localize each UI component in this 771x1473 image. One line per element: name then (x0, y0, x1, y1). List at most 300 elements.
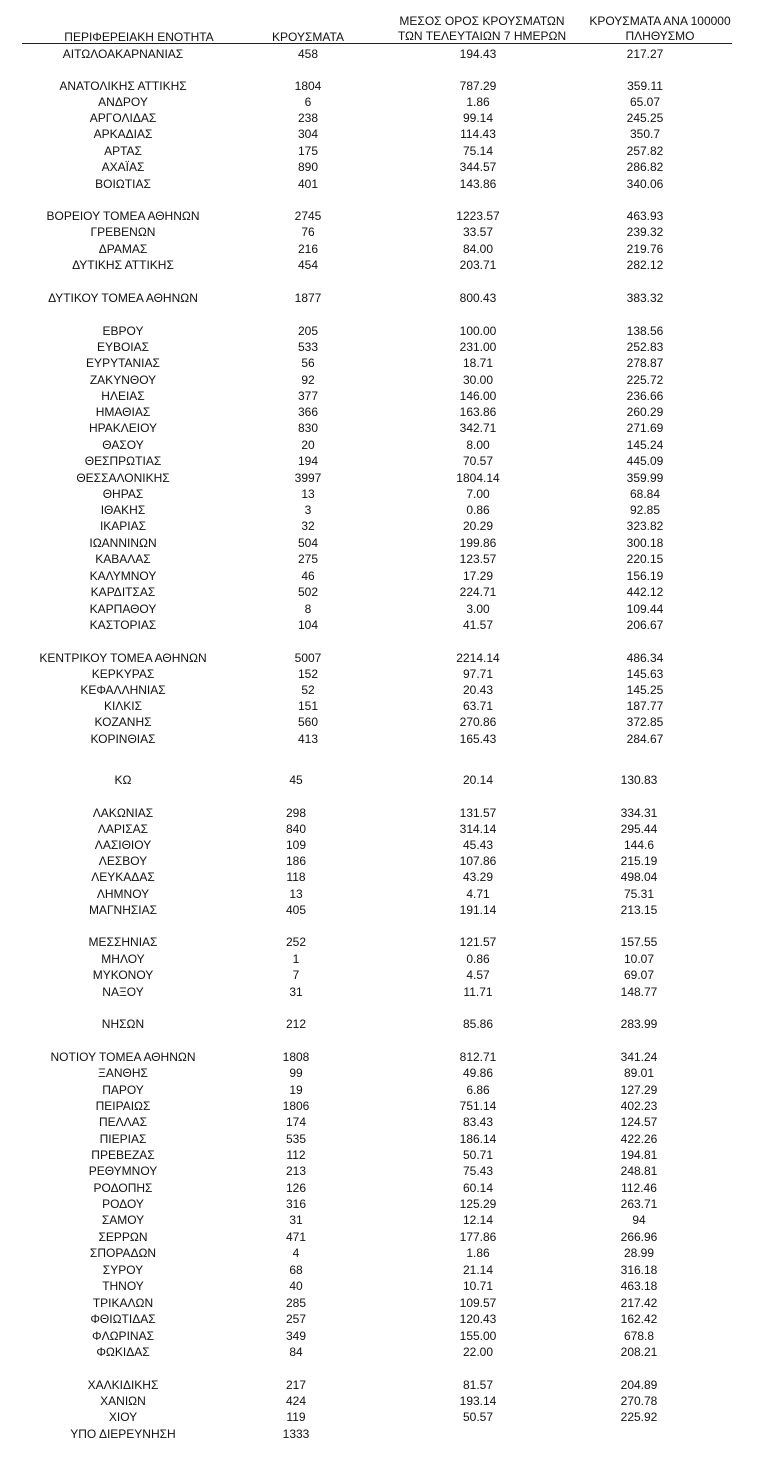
region-cell: ΚΟΡΙΝΘΙΑΣ (90, 732, 156, 746)
region-cell: ΛΑΣΙΘΙΟΥ (94, 838, 152, 852)
per100k-cell: 260.29 (626, 405, 664, 419)
cases-cell: 119 (286, 1410, 306, 1424)
table-row (0, 967, 771, 983)
cases-cell: 112 (286, 1148, 306, 1162)
avg-cell: 800.43 (459, 291, 497, 305)
table-row (0, 453, 771, 469)
region-cell: ΕΥΒΟΙΑΣ (96, 340, 150, 354)
per100k-cell: 372.85 (626, 715, 664, 729)
avg-cell: 163.86 (459, 405, 497, 419)
table-row (0, 1311, 771, 1327)
cases-cell: 13 (289, 887, 303, 901)
region-cell: ΠΕΙΡΑΙΩΣ (95, 1099, 151, 1113)
table-row (0, 470, 771, 486)
region-cell: ΓΡΕΒΕΝΩΝ (90, 225, 156, 239)
region-cell: ΞΑΝΘΗΣ (98, 1066, 148, 1080)
avg-cell: 50.57 (462, 1410, 494, 1424)
avg-cell: 63.71 (462, 699, 494, 713)
per100k-cell: 145.24 (626, 438, 664, 452)
avg-cell: 131.57 (459, 806, 497, 820)
avg-cell: 18.71 (462, 356, 494, 370)
region-cell: ΗΡΑΚΛΕΙΟΥ (88, 421, 158, 435)
avg-cell: 70.57 (462, 454, 494, 468)
per100k-cell: 284.67 (626, 732, 664, 746)
avg-cell: 4.71 (466, 887, 490, 901)
per100k-cell: 208.21 (620, 1345, 658, 1359)
avg-cell: 12.14 (462, 1213, 494, 1227)
cases-cell: 405 (285, 903, 307, 917)
avg-cell: 812.71 (459, 1050, 497, 1064)
cases-cell: 3997 (294, 471, 322, 485)
per100k-cell: 422.26 (620, 1132, 658, 1146)
avg-cell: 75.14 (462, 144, 494, 158)
avg-cell: 85.86 (462, 1017, 494, 1031)
per100k-cell: 94 (632, 1213, 646, 1227)
cases-cell: 118 (286, 870, 306, 884)
region-cell: ΜΕΣΣΗΝΙΑΣ (88, 935, 158, 949)
region-cell: ΚΙΛΚΙΣ (103, 699, 143, 713)
avg-cell: 125.29 (459, 1197, 497, 1211)
table-row (0, 1212, 771, 1228)
cases-cell: 401 (297, 177, 319, 191)
avg-cell: 83.43 (462, 1115, 494, 1129)
cases-cell: 217 (285, 1378, 307, 1392)
region-cell: ΔΥΤΙΚΟΥ ΤΟΜΕΑ ΑΘΗΝΩΝ (48, 291, 198, 305)
table-row (0, 518, 771, 534)
per100k-cell: 162.42 (620, 1312, 658, 1326)
avg-cell: 146.00 (459, 389, 497, 403)
avg-cell: 60.14 (462, 1181, 494, 1195)
cases-cell: 471 (285, 1230, 307, 1244)
per100k-cell: 144.6 (623, 838, 655, 852)
avg-cell: 49.86 (462, 1066, 494, 1080)
table-row (0, 682, 771, 698)
cases-cell: 174 (285, 1115, 307, 1129)
per100k-cell: 194.81 (620, 1148, 658, 1162)
cases-cell: 535 (285, 1132, 307, 1146)
per100k-cell: 248.81 (620, 1164, 658, 1178)
region-cell: ΣΕΡΡΩΝ (98, 1230, 148, 1244)
per100k-cell: 68.84 (629, 487, 661, 501)
per100k-cell: 112.46 (621, 1181, 657, 1195)
per100k-cell: 236.66 (626, 389, 664, 403)
table-row (0, 666, 771, 682)
table-row (0, 126, 771, 142)
region-cell: ΑΡΚΑΔΙΑΣ (93, 127, 153, 141)
cases-cell: 205 (297, 324, 319, 338)
region-cell: ΚΑΡΠΑΘΟΥ (89, 602, 157, 616)
table-row (0, 1426, 771, 1442)
per100k-cell: 334.31 (620, 806, 658, 820)
table-row (0, 502, 771, 518)
per100k-cell: 359.11 (627, 79, 663, 93)
region-cell: ΡΟΔΟΥ (102, 1197, 144, 1211)
table-row (0, 339, 771, 355)
cases-cell: 1806 (282, 1099, 310, 1113)
cases-cell: 152 (297, 667, 319, 681)
per100k-cell: 145.25 (626, 683, 664, 697)
cases-cell: 366 (297, 405, 319, 419)
avg-cell: 2214.14 (456, 651, 500, 665)
per100k-cell: 124.57 (620, 1115, 658, 1129)
cases-cell: 45 (289, 773, 303, 787)
avg-cell: 7.00 (466, 487, 490, 501)
per100k-cell: 252.83 (626, 340, 664, 354)
cases-cell: 257 (285, 1312, 307, 1326)
cases-cell: 413 (297, 732, 319, 746)
cases-cell: 20 (301, 438, 315, 452)
avg-cell: 191.14 (459, 903, 497, 917)
header-region: ΠΕΡΙΦΕΡΕΙΑΚΗ ΕΝΟΤΗΤΑ (64, 30, 214, 44)
per100k-cell: 271.69 (626, 421, 664, 435)
table-row (0, 1180, 771, 1196)
avg-cell: 123.57 (459, 552, 497, 566)
per100k-cell: 109.44 (626, 602, 664, 616)
region-cell: ΑΡΤΑΣ (104, 144, 142, 158)
region-cell: ΛΕΥΚΑΔΑΣ (91, 870, 155, 884)
avg-cell: 97.71 (462, 667, 494, 681)
cases-cell: 19 (289, 1083, 303, 1097)
avg-cell: 1804.14 (456, 471, 500, 485)
per100k-cell: 204.89 (620, 1378, 658, 1392)
cases-cell: 1877 (294, 291, 322, 305)
cases-cell: 458 (297, 47, 319, 61)
region-cell: ΛΕΣΒΟΥ (98, 854, 148, 868)
table-row (0, 437, 771, 453)
per100k-cell: 283.99 (620, 1017, 658, 1031)
region-cell: ΘΗΡΑΣ (102, 487, 144, 501)
table-row (0, 1393, 771, 1409)
per100k-cell: 127.29 (620, 1083, 658, 1097)
table-row (0, 934, 771, 950)
avg-cell: 194.43 (459, 47, 497, 61)
region-cell: ΥΠΟ ΔΙΕΡΕΥΝΗΣΗ (70, 1427, 176, 1441)
table-row (0, 1131, 771, 1147)
avg-cell: 121.57 (459, 935, 497, 949)
avg-cell: 114.43 (460, 127, 496, 141)
per100k-cell: 217.42 (620, 1296, 658, 1310)
per100k-cell: 215.19 (620, 854, 658, 868)
cases-cell: 238 (297, 111, 319, 125)
avg-cell: 22.00 (462, 1345, 494, 1359)
region-cell: ΔΥΤΙΚΗΣ ΑΤΤΙΚΗΣ (72, 258, 174, 272)
per100k-cell: 340.06 (626, 177, 664, 191)
table-row (0, 176, 771, 192)
table-row (0, 1049, 771, 1065)
region-cell: ΜΑΓΝΗΣΙΑΣ (88, 903, 158, 917)
header-avg-line1: ΜΕΣΟΣ ΟΡΟΣ ΚΡΟΥΣΜΑΤΩΝ (399, 14, 565, 28)
avg-cell: 193.14 (459, 1394, 497, 1408)
per100k-cell: 157.55 (620, 935, 658, 949)
per100k-cell: 225.92 (620, 1410, 658, 1424)
per100k-cell: 213.15 (620, 903, 658, 917)
avg-cell: 314.14 (459, 822, 497, 836)
region-cell: ΤΗΝΟΥ (102, 1279, 144, 1293)
cases-cell: 92 (301, 373, 315, 387)
region-cell: ΚΑΣΤΟΡΙΑΣ (89, 618, 157, 632)
table-row (0, 1114, 771, 1130)
table-row (0, 650, 771, 666)
cases-cell: 2745 (294, 209, 322, 223)
cases-cell: 40 (289, 1279, 303, 1293)
cases-cell: 31 (289, 985, 303, 999)
header-avg-line2: ΤΩΝ ΤΕΛΕΥΤΑΙΩΝ 7 ΗΜΕΡΩΝ (397, 29, 567, 43)
per100k-cell: 270.78 (620, 1394, 658, 1408)
table-row (0, 420, 771, 436)
avg-cell: 0.86 (466, 952, 490, 966)
cases-cell: 316 (285, 1197, 307, 1211)
table-row (0, 1295, 771, 1311)
avg-cell: 84.00 (462, 242, 494, 256)
region-cell: ΕΒΡΟΥ (102, 324, 144, 338)
avg-cell: 11.71 (463, 985, 493, 999)
per100k-cell: 245.25 (626, 111, 664, 125)
region-cell: ΤΡΙΚΑΛΩΝ (92, 1296, 154, 1310)
region-cell: ΑΙΤΩΛΟΑΚΑΡΝΑΝΙΑΣ (62, 47, 184, 61)
table-row (0, 1262, 771, 1278)
region-cell: ΧΑΛΚΙΔΙΚΗΣ (87, 1378, 159, 1392)
per100k-cell: 219.76 (626, 242, 664, 256)
table-row (0, 1409, 771, 1425)
table-row (0, 853, 771, 869)
table-row (0, 837, 771, 853)
table-row (0, 372, 771, 388)
cases-cell: 76 (301, 225, 315, 239)
table-row (0, 404, 771, 420)
region-cell: ΣΑΜΟΥ (101, 1213, 145, 1227)
cases-cell: 109 (285, 838, 307, 852)
cases-cell: 104 (297, 618, 319, 632)
region-cell: ΛΑΡΙΣΑΣ (97, 822, 149, 836)
region-cell: ΦΩΚΙΔΑΣ (96, 1345, 150, 1359)
per100k-cell: 463.93 (626, 209, 664, 223)
avg-cell: 1223.57 (456, 209, 500, 223)
cases-cell: 252 (285, 935, 307, 949)
region-cell: ΠΡΕΒΕΖΑΣ (91, 1148, 155, 1162)
table-row (0, 731, 771, 747)
avg-cell: 107.86 (459, 854, 497, 868)
region-cell: ΗΜΑΘΙΑΣ (95, 405, 151, 419)
region-cell: ΕΥΡΥΤΑΝΙΑΣ (86, 356, 160, 370)
cases-cell: 504 (297, 536, 319, 550)
table-row (0, 1147, 771, 1163)
table-row (0, 698, 771, 714)
avg-cell: 155.00 (459, 1329, 497, 1343)
table-row (0, 714, 771, 730)
cases-cell: 213 (285, 1164, 307, 1178)
region-cell: ΝΟΤΙΟΥ ΤΟΜΕΑ ΑΘΗΝΩΝ (50, 1050, 196, 1064)
table-row (0, 486, 771, 502)
table-row (0, 1278, 771, 1294)
cases-cell: 3 (304, 503, 312, 517)
table-row (0, 143, 771, 159)
region-cell: ΣΠΟΡΑΔΩΝ (89, 1246, 157, 1260)
region-cell: ΚΟΖΑΝΗΣ (94, 715, 152, 729)
table-row (0, 1229, 771, 1245)
region-cell: ΧΑΝΙΩΝ (100, 1394, 146, 1408)
table-row (0, 951, 771, 967)
avg-cell: 30.00 (462, 373, 494, 387)
cases-cell: 13 (301, 487, 315, 501)
per100k-cell: 442.12 (626, 585, 664, 599)
table-row (0, 290, 771, 306)
cases-cell: 84 (289, 1345, 303, 1359)
cases-cell: 502 (297, 585, 319, 599)
table-row (0, 159, 771, 175)
table-row (0, 1016, 771, 1032)
region-cell: ΖΑΚΥΝΘΟΥ (89, 373, 157, 387)
region-cell: ΙΩΑΝΝΙΝΩΝ (89, 536, 157, 550)
per100k-cell: 220.15 (626, 552, 664, 566)
per100k-cell: 282.12 (626, 258, 664, 272)
cases-cell: 1333 (282, 1427, 310, 1441)
cases-cell: 186 (285, 854, 307, 868)
table-row (0, 78, 771, 94)
cases-cell: 830 (297, 421, 319, 435)
cases-cell: 216 (297, 242, 319, 256)
table-row (0, 94, 771, 110)
per100k-cell: 295.44 (620, 822, 658, 836)
cases-cell: 1 (292, 952, 300, 966)
table-row (0, 1328, 771, 1344)
avg-cell: 751.14 (459, 1099, 497, 1113)
per100k-cell: 187.77 (626, 699, 664, 713)
per100k-cell: 28.99 (623, 1246, 655, 1260)
cases-cell: 8 (304, 602, 312, 616)
avg-cell: 186.14 (459, 1132, 497, 1146)
region-cell: ΛΑΚΩΝΙΑΣ (92, 806, 154, 820)
region-cell: ΚΑΛΥΜΝΟΥ (89, 569, 157, 583)
table-row (0, 886, 771, 902)
cases-cell: 126 (285, 1181, 307, 1195)
avg-cell: 203.71 (459, 258, 497, 272)
region-cell: ΘΕΣΣΑΛΟΝΙΚΗΣ (76, 471, 170, 485)
region-cell: ΡΕΘΥΜΝΟΥ (88, 1164, 158, 1178)
region-cell: ΘΑΣΟΥ (102, 438, 144, 452)
table-row (0, 805, 771, 821)
per100k-cell: 383.32 (626, 291, 664, 305)
cases-cell: 99 (289, 1066, 303, 1080)
per100k-cell: 217.27 (626, 47, 664, 61)
cases-cell: 840 (285, 822, 307, 836)
per100k-cell: 266.96 (620, 1230, 658, 1244)
region-cell: ΚΕΝΤΡΙΚΟΥ ΤΟΜΕΑ ΑΘΗΝΩΝ (39, 651, 207, 665)
avg-cell: 8.00 (466, 438, 490, 452)
table-row (0, 1065, 771, 1081)
per100k-cell: 316.18 (620, 1263, 658, 1277)
avg-cell: 33.57 (462, 225, 494, 239)
cases-cell: 175 (297, 144, 319, 158)
per100k-cell: 148.77 (620, 985, 658, 999)
avg-cell: 17.29 (462, 569, 494, 583)
table-row (0, 772, 771, 788)
avg-cell: 231.00 (459, 340, 497, 354)
table-row (0, 355, 771, 371)
header-cases: ΚΡΟΥΣΜΑΤΑ (272, 30, 344, 44)
table-row (0, 535, 771, 551)
avg-cell: 45.43 (462, 838, 494, 852)
avg-cell: 81.57 (462, 1378, 494, 1392)
per100k-cell: 206.67 (626, 618, 664, 632)
per100k-cell: 10.07 (623, 952, 655, 966)
per100k-cell: 156.19 (626, 569, 664, 583)
per100k-cell: 498.04 (620, 870, 658, 884)
region-cell: ΠΕΛΛΑΣ (98, 1115, 148, 1129)
region-cell: ΗΛΕΙΑΣ (101, 389, 145, 403)
avg-cell: 50.71 (462, 1148, 494, 1162)
per100k-cell: 359.99 (626, 471, 664, 485)
avg-cell: 0.86 (466, 503, 490, 517)
region-cell: ΚΕΡΚΥΡΑΣ (91, 667, 155, 681)
avg-cell: 787.29 (459, 79, 497, 93)
region-cell: ΠΑΡΟΥ (102, 1083, 144, 1097)
avg-cell: 344.57 (459, 160, 497, 174)
cases-cell: 31 (289, 1213, 303, 1227)
avg-cell: 99.14 (462, 111, 494, 125)
region-cell: ΚΑΡΔΙΤΣΑΣ (90, 585, 156, 599)
avg-cell: 41.57 (462, 618, 494, 632)
per100k-cell: 89.01 (623, 1066, 655, 1080)
region-cell: ΝΗΣΩΝ (101, 1017, 145, 1031)
per100k-cell: 286.82 (626, 160, 664, 174)
region-cell: ΚΩ (114, 773, 132, 787)
avg-cell: 100.00 (459, 324, 497, 338)
avg-cell: 75.43 (462, 1164, 494, 1178)
per100k-cell: 350.7 (629, 127, 661, 141)
per100k-cell: 92.85 (629, 503, 661, 517)
cases-cell: 6 (304, 95, 312, 109)
table-row (0, 902, 771, 918)
table-row (0, 568, 771, 584)
cases-cell: 5007 (294, 651, 322, 665)
per100k-cell: 341.24 (620, 1050, 658, 1064)
avg-cell: 1.86 (466, 95, 490, 109)
region-cell: ΔΡΑΜΑΣ (98, 242, 148, 256)
region-cell: ΘΕΣΠΡΩΤΙΑΣ (84, 454, 162, 468)
per100k-cell: 263.71 (620, 1197, 658, 1211)
per100k-cell: 138.56 (626, 324, 664, 338)
region-cell: ΣΥΡΟΥ (102, 1263, 144, 1277)
region-cell: ΝΑΞΟΥ (102, 985, 144, 999)
table-row (0, 584, 771, 600)
cases-cell: 560 (297, 715, 319, 729)
table-row (0, 323, 771, 339)
region-cell: ΦΘΙΩΤΙΔΑΣ (90, 1312, 156, 1326)
per100k-cell: 300.18 (626, 536, 664, 550)
cases-cell: 212 (285, 1017, 307, 1031)
table-row (0, 617, 771, 633)
region-cell: ΚΑΒΑΛΑΣ (95, 552, 151, 566)
avg-cell: 143.86 (459, 177, 497, 191)
avg-cell: 165.43 (459, 732, 497, 746)
region-cell: ΚΕΦΑΛΛΗΝΙΑΣ (80, 683, 166, 697)
table-row (0, 257, 771, 273)
cases-cell: 4 (292, 1246, 300, 1260)
region-cell: ΑΧΑΪΑΣ (101, 160, 145, 174)
header-per100k-line1: ΚΡΟΥΣΜΑΤΑ ΑΝΑ 100000 (589, 14, 731, 28)
avg-cell: 270.86 (459, 715, 497, 729)
table-row (0, 110, 771, 126)
per100k-cell: 130.83 (620, 773, 658, 787)
cases-cell: 1808 (282, 1050, 310, 1064)
region-cell: ΙΚΑΡΙΑΣ (99, 519, 147, 533)
cases-cell: 298 (285, 806, 307, 820)
table-row (0, 821, 771, 837)
header-per100k-line2: ΠΛΗΘΥΣΜΟ (625, 29, 695, 43)
region-cell: ΦΛΩΡΙΝΑΣ (92, 1329, 154, 1343)
cases-cell: 533 (297, 340, 319, 354)
table-row (0, 1245, 771, 1261)
